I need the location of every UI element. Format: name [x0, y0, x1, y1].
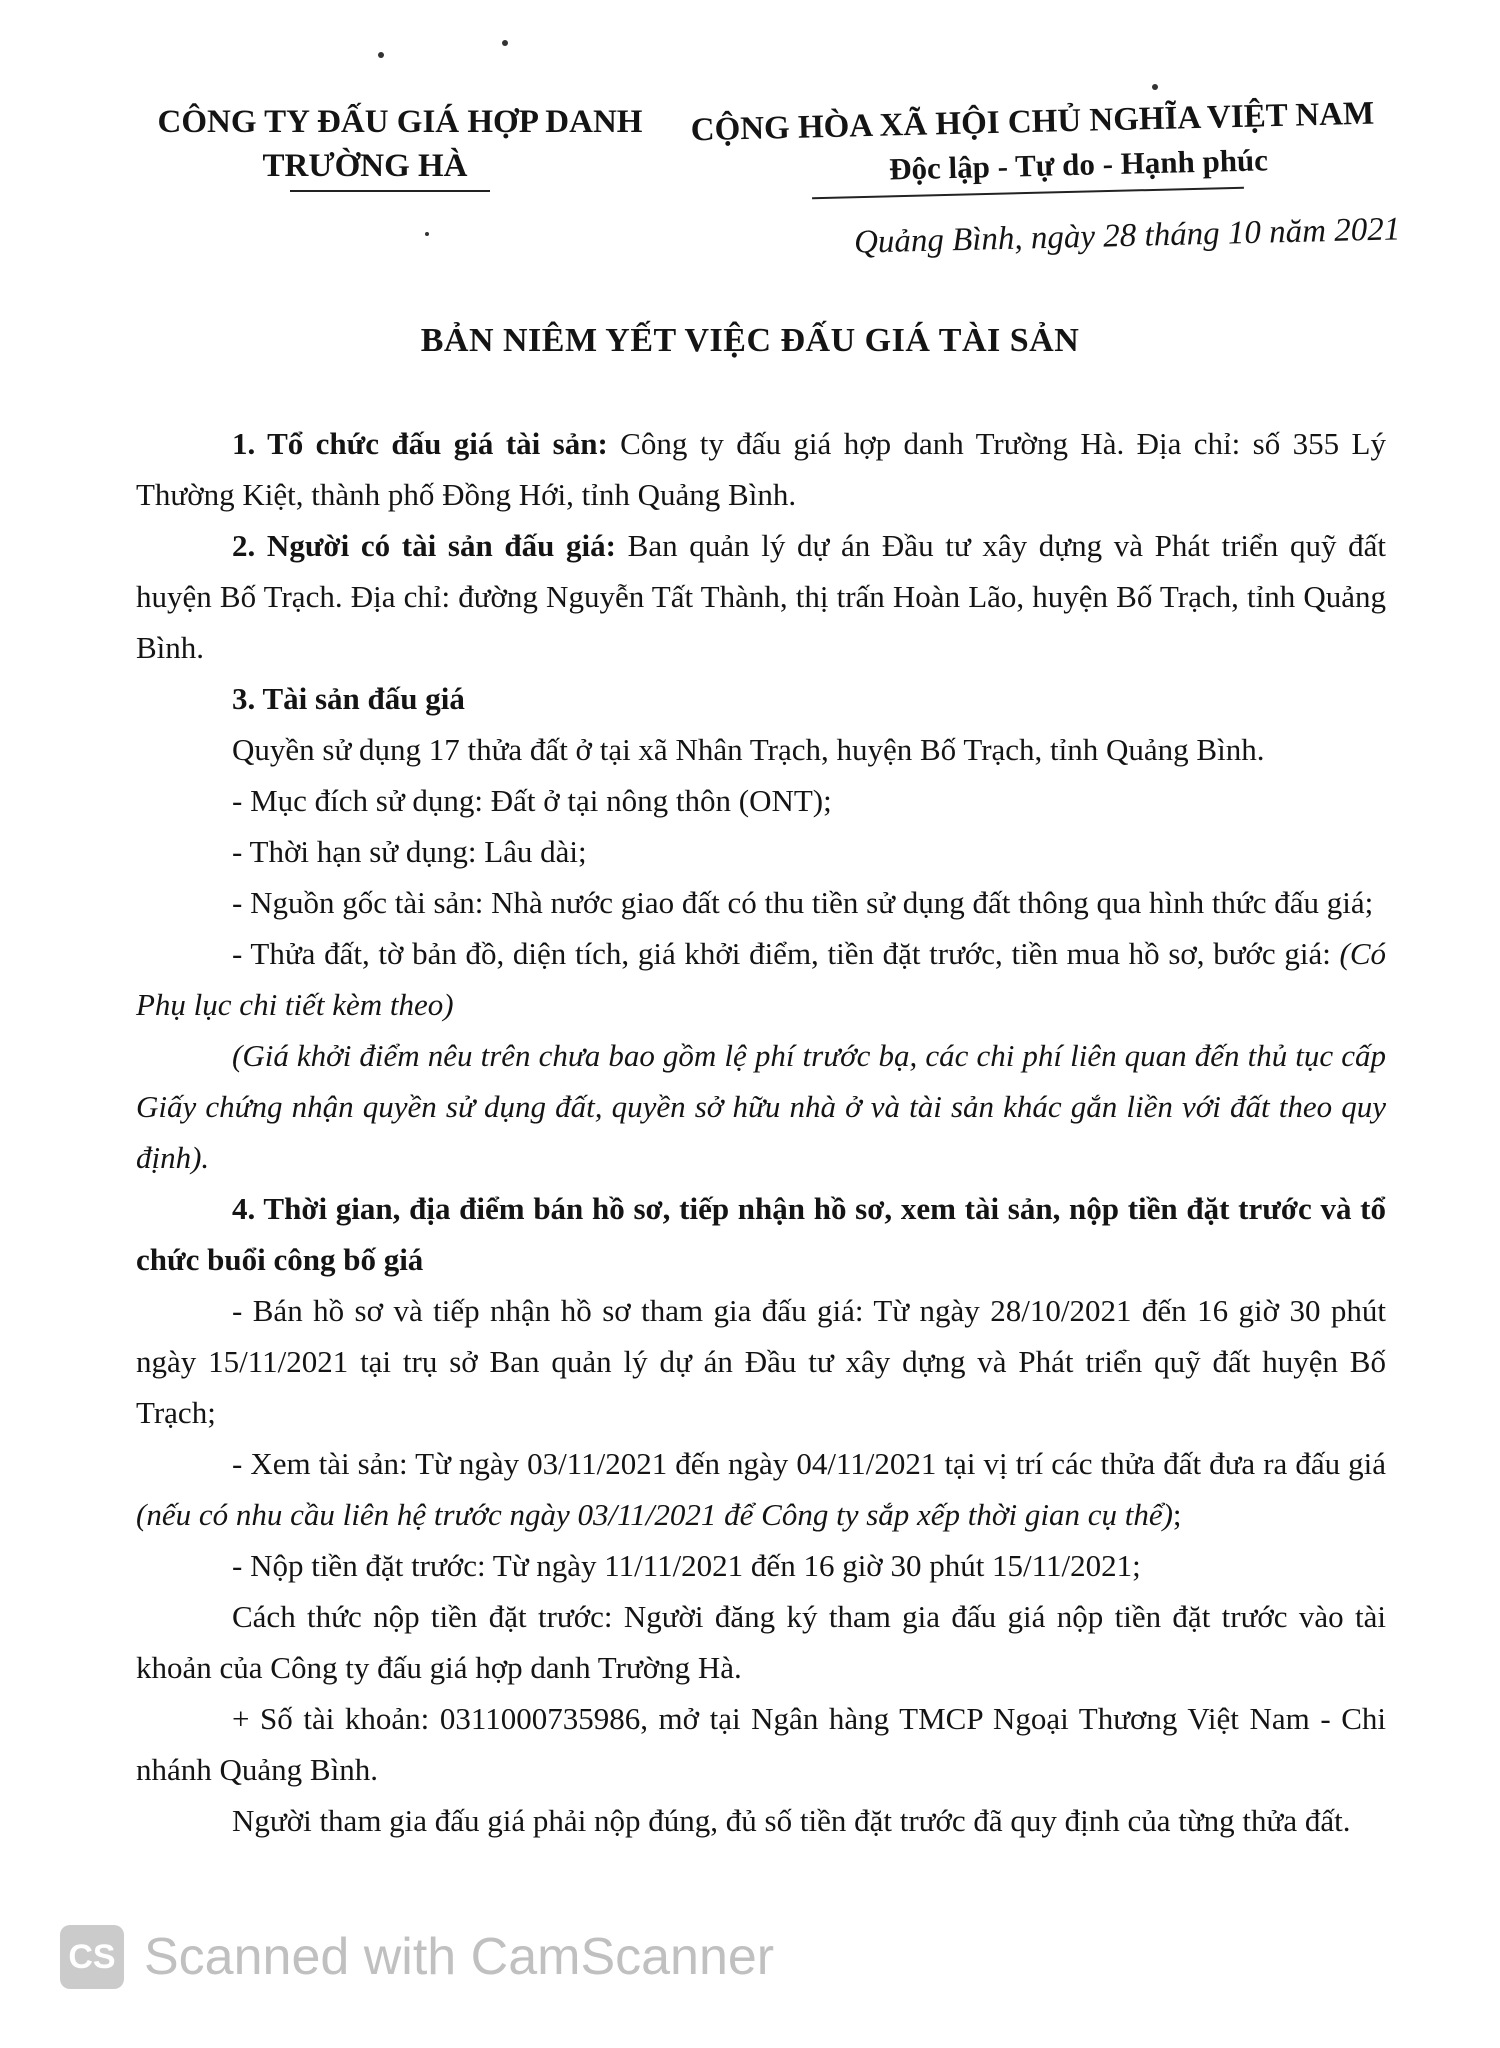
deposit-period: - Nộp tiền đặt trước: Từ ngày 11/11/2021 đến 16 giờ 30 phút 15/11/2021;	[232, 1548, 1141, 1583]
org-line2: TRƯỜNG HÀ	[262, 148, 468, 184]
organization-name	[120, 100, 680, 188]
document-date: Quảng Bình, ngày 28 tháng 10 năm 2021	[853, 211, 1401, 261]
nation-name: CỘNG HÒA XÃ HỘI CHỦ NGHĨA VIỆT NAM	[690, 95, 1375, 149]
scan-speck	[502, 40, 508, 46]
asset-viewing-end: ;	[1172, 1497, 1182, 1532]
land-term: - Thời hạn sử dụng: Lâu dài;	[232, 834, 587, 869]
asset-origin: - Nguồn gốc tài sản: Nhà nước giao đất có thu tiền sử dụng đất thông qua hình thức đấu giá;	[232, 885, 1374, 920]
scan-speck	[378, 52, 384, 58]
section-1-heading: 1. Tổ chức đấu giá tài sản:	[232, 426, 608, 461]
price-note: (Giá khởi điểm nêu trên chưa bao gồm lệ phí trước bạ, các chi phí liên quan đến thủ tục cấp Giấy chứng nhận quyền sử dụng đất, quyền sở hữu nhà ở và tài sản khác gắn liền với đất theo quy định).	[136, 1038, 1386, 1175]
asset-details	[136, 928, 1386, 1030]
document-sale: - Bán hồ sơ và tiếp nhận hồ sơ tham gia đấu giá: Từ ngày 28/10/2021 đến 16 giờ 30 phút ngày 15/11/2021 tại trụ sở Ban quản lý dự án Đầu tư xây dựng và Phát triển quỹ đất huyện Bố Trạch;	[136, 1293, 1386, 1430]
camscanner-logo-icon: CS	[60, 1925, 124, 1989]
asset-viewing-note: (nếu có nhu cầu liên hệ trước ngày 03/11/2021 để Công ty sắp xếp thời gian cụ thể)	[136, 1497, 1173, 1532]
document-body	[136, 418, 1386, 1846]
asset-viewing-text: - Xem tài sản: Từ ngày 03/11/2021 đến ngày 04/11/2021 tại vị trí các thửa đất đưa ra đấu giá	[232, 1446, 1386, 1481]
scan-speck	[1152, 84, 1158, 90]
section-2-heading: 2. Người có tài sản đấu giá:	[232, 528, 616, 563]
asset-intro: Quyền sử dụng 17 thửa đất ở tại xã Nhân Trạch, huyện Bố Trạch, tỉnh Quảng Bình.	[232, 732, 1265, 767]
appendix-note: (Có Phụ lục chi tiết kèm theo)	[136, 936, 1386, 1022]
watermark-text: Scanned with CamScanner	[144, 1928, 775, 1986]
national-motto: Độc lập - Tự do - Hạnh phúc	[888, 142, 1269, 187]
document-title: BẢN NIÊM YẾT VIỆC ĐẤU GIÁ TÀI SẢN	[420, 322, 1080, 359]
bank-account: + Số tài khoản: 0311000735986, mở tại Ngân hàng TMCP Ngoại Thương Việt Nam - Chi nhánh Quảng Bình.	[136, 1701, 1386, 1787]
asset-details-text: - Thửa đất, tờ bản đồ, diện tích, giá khởi điểm, tiền đặt trước, tiền mua hồ sơ, bước giá:	[232, 936, 1340, 971]
section-2	[136, 520, 1386, 673]
section-4-heading: 4. Thời gian, địa điểm bán hồ sơ, tiếp nhận hồ sơ, xem tài sản, nộp tiền đặt trước và tổ chức buổi công bố giá	[136, 1191, 1386, 1277]
section-3-heading: 3. Tài sản đấu giá	[232, 681, 465, 716]
camscanner-watermark	[60, 1925, 774, 1989]
national-header	[667, 91, 1399, 197]
org-underline	[290, 190, 490, 192]
deposit-requirement: Người tham gia đấu giá phải nộp đúng, đủ số tiền đặt trước đã quy định của từng thửa đất.	[232, 1803, 1351, 1838]
section-2-text: Ban quản lý dự án Đầu tư xây dựng và Phát triển quỹ đất huyện Bố Trạch. Địa chỉ: đường Nguyễn Tất Thành, thị trấn Hoàn Lão, huyện Bố Trạch, tỉnh Quảng Bình.	[136, 528, 1387, 665]
deposit-method: Cách thức nộp tiền đặt trước: Người đăng ký tham gia đấu giá nộp tiền đặt trước vào tài khoản của Công ty đấu giá hợp danh Trường Hà.	[136, 1599, 1386, 1685]
land-purpose: - Mục đích sử dụng: Đất ở tại nông thôn (ONT);	[232, 783, 832, 818]
org-line1: CÔNG TY ĐẤU GIÁ HỢP DANH	[157, 104, 643, 140]
section-1-text: Công ty đấu giá hợp danh Trường Hà. Địa chỉ: số 355 Lý Thường Kiệt, thành phố Đồng Hới, tỉnh Quảng Bình.	[136, 426, 1386, 512]
asset-viewing	[136, 1438, 1386, 1540]
section-1	[136, 418, 1386, 520]
scan-speck	[425, 232, 429, 236]
